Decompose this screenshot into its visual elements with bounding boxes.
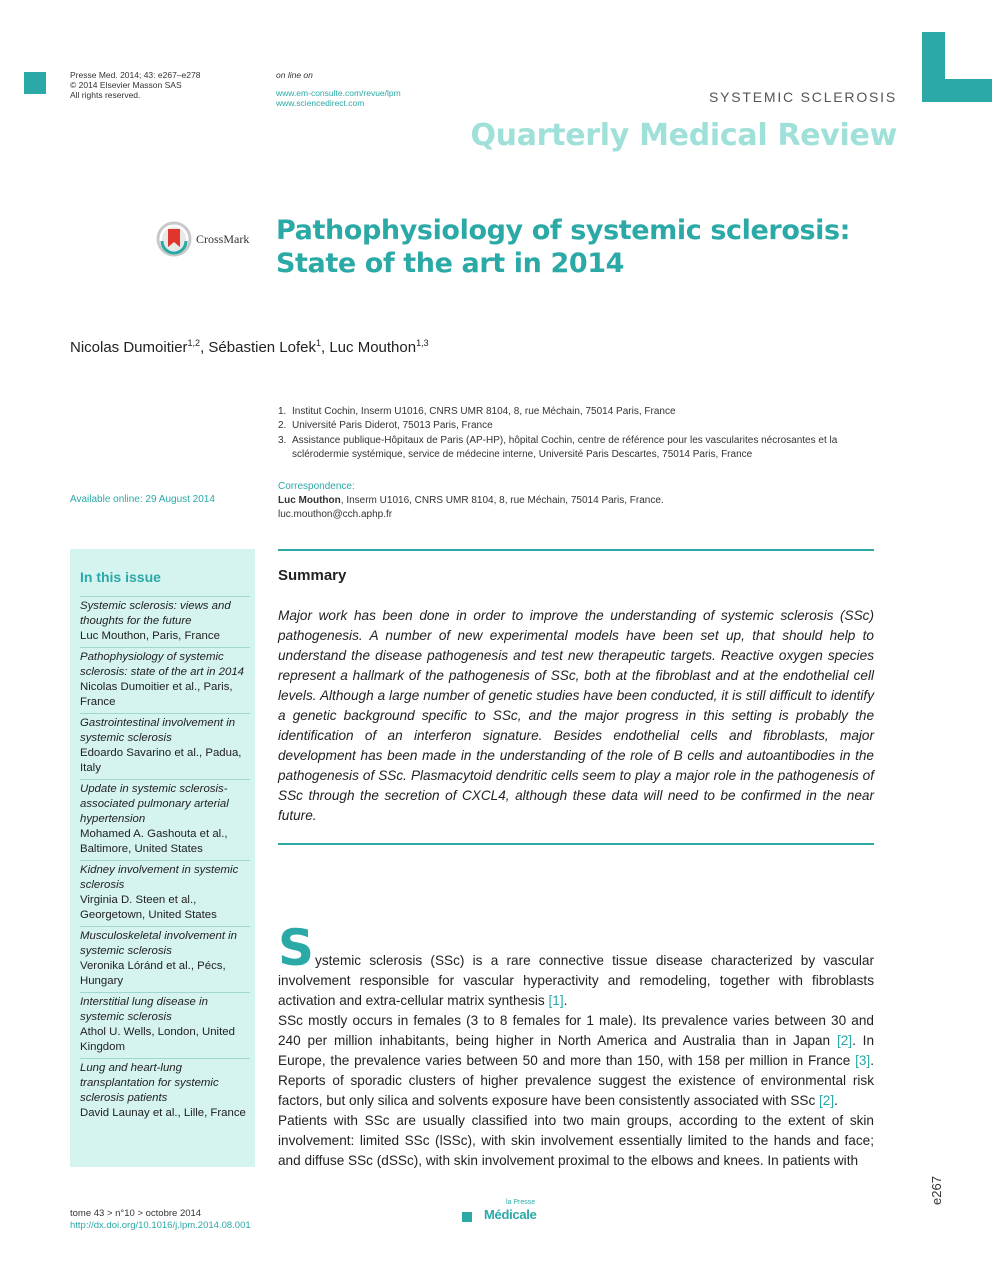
footer-issue: tome 43 > n°10 > octobre 2014	[70, 1208, 202, 1219]
body-paragraph	[278, 921, 874, 1011]
issue-item[interactable]	[80, 713, 250, 776]
body-text: . In Europe, the prevalence varies between 50 and more than 150, with 158 per million in France	[278, 1033, 875, 1068]
journal-citation: Presse Med. 2014; 43: e267–e278	[70, 70, 201, 80]
author-name: Luc Mouthon	[329, 339, 417, 356]
issue-author: Mohamed A. Gashouta et al., Baltimore, United States	[80, 828, 228, 855]
title-line-1: Pathophysiology of systemic sclerosis:	[276, 215, 851, 246]
affiliation-number: 2.	[278, 420, 287, 432]
author-list	[70, 338, 429, 356]
presse-medicale-logo	[462, 1199, 537, 1224]
author-separator: ,	[200, 339, 209, 356]
correspondence	[278, 480, 874, 522]
body-paragraph	[278, 1111, 874, 1171]
em-consulte-link[interactable]: www.em-consulte.com/revue/lpm	[276, 88, 401, 98]
affiliation-text: Université Paris Diderot, 75013 Paris, France	[292, 420, 493, 432]
body-text: .	[563, 993, 568, 1008]
issue-author: Veronika Lóránd et al., Pécs, Hungary	[80, 960, 226, 987]
affiliation-item	[278, 405, 874, 419]
affiliation-text: Institut Cochin, Inserm U1016, CNRS UMR 8104, 8, rue Méchain, 75014 Paris, France	[292, 406, 676, 417]
section-label: SYSTEMIC SCLEROSIS	[709, 89, 897, 105]
issue-author: Edoardo Savarino et al., Padua, Italy	[80, 747, 242, 774]
author-name: Nicolas Dumoitier	[70, 339, 188, 356]
body-text: Patients with SSc are usually classified into two main groups, according to the extent of skin involvement: limited SSc (lSSc), with skin involvement essentially limited to the hands and face; and diffuse SSc (dSSc), with skin involvement proximal to the elbows and knees. In patients with	[278, 1113, 874, 1168]
affiliations	[278, 405, 874, 462]
issue-title: Systemic sclerosis: views and thoughts for the future	[80, 600, 231, 627]
author-name: Sébastien Lofek	[208, 339, 316, 356]
correspondence-heading: Correspondence:	[278, 481, 355, 492]
logo-wordmark	[484, 1199, 537, 1224]
doi-link[interactable]: http://dx.doi.org/10.1016/j.lpm.2014.08.001	[70, 1220, 251, 1231]
reference-link[interactable]: [3]	[855, 1053, 871, 1068]
crossmark-badge[interactable]	[156, 221, 249, 257]
footer-info	[70, 1208, 251, 1232]
issue-item[interactable]	[80, 992, 250, 1055]
body-text: .	[834, 1093, 838, 1108]
issue-item[interactable]	[80, 647, 250, 710]
journal-rights: All rights reserved.	[70, 90, 141, 100]
issue-title: Interstitial lung disease in systemic sclerosis	[80, 996, 208, 1023]
title-line-2: State of the art in 2014	[276, 248, 624, 279]
review-label: Quarterly Medical Review	[470, 118, 897, 153]
sidebar-heading: In this issue	[80, 569, 161, 585]
available-online: Available online: 29 August 2014	[70, 494, 215, 505]
issue-author: David Launay et al., Lille, France	[80, 1107, 246, 1119]
correspondence-address-line	[278, 494, 874, 508]
body-text: . Reports of sporadic clusters of higher prevalence suggest the existence of environmental risk factors, but only silica and solvents exposure have been consistently associated with SSc	[278, 1053, 874, 1108]
correspondence-name: Luc Mouthon	[278, 495, 341, 506]
journal-copyright: © 2014 Elsevier Masson SAS	[70, 80, 182, 90]
crossmark-icon	[156, 221, 192, 257]
online-block	[276, 70, 401, 108]
issue-author: Virginia D. Steen et al., Georgetown, United States	[80, 894, 217, 921]
logo-big-text: Médicale	[484, 1207, 537, 1222]
reference-link[interactable]: [1]	[548, 993, 564, 1008]
summary-top-rule	[278, 549, 874, 551]
author-affiliation-sup: 1	[315, 338, 321, 348]
affiliation-text: Assistance publique-Hôpitaux de Paris (AP-HP), hôpital Cochin, centre de référence pour les vascularites nécrosantes et la sclérodermie systémique, service de médecine interne, Université Paris Descartes, 75014 Paris, France	[292, 434, 838, 460]
issue-author: Athol U. Wells, London, United Kingdom	[80, 1026, 235, 1053]
reference-link[interactable]: [2]	[836, 1033, 853, 1048]
summary-heading: Summary	[278, 567, 347, 584]
issue-item[interactable]	[80, 779, 250, 857]
issue-title: Gastrointestinal involvement in systemic sclerosis	[80, 717, 236, 744]
article-title	[276, 214, 896, 280]
author-affiliation-sup: 1,3	[416, 338, 429, 348]
issue-item[interactable]	[80, 596, 250, 644]
affiliation-number: 1.	[278, 406, 287, 417]
body-paragraph	[278, 1011, 874, 1111]
online-label: on line on	[276, 70, 313, 80]
issue-author: Nicolas Dumoitier et al., Paris, France	[80, 681, 233, 708]
issue-title: Musculoskeletal involvement in systemic sclerosis	[80, 930, 238, 957]
issue-title: Pathophysiology of systemic sclerosis: state of the art in 2014	[80, 651, 244, 678]
issue-title: Lung and heart-lung transplantation for systemic sclerosis patients	[80, 1062, 219, 1104]
affiliation-item	[278, 419, 874, 433]
reference-link[interactable]: [2]	[819, 1093, 835, 1108]
correspondence-address: , Inserm U1016, CNRS UMR 8104, 8, rue Méchain, 75014 Paris, France.	[340, 495, 664, 506]
affiliation-item	[278, 434, 874, 463]
corner-square-decoration	[24, 72, 46, 94]
journal-info	[70, 70, 200, 100]
body-text: SSc mostly occurs in females (3 to 8 females for 1 male). Its prevalence varies between 30 and 240 per million inhabitants, being higher in North America and Australia than in Japan	[278, 1013, 874, 1048]
sciencedirect-link[interactable]: www.sciencedirect.com	[276, 98, 365, 108]
issue-title: Update in systemic sclerosis-associated pulmonary arterial hypertension	[80, 783, 229, 825]
issue-list	[80, 596, 250, 1124]
summary-bottom-rule	[278, 843, 874, 845]
author-separator: ,	[321, 339, 330, 356]
logo-small-text: la Presse	[506, 1199, 536, 1206]
author-affiliation-sup: 1,2	[187, 338, 201, 348]
affiliation-number: 3.	[278, 434, 287, 446]
issue-title: Kidney involvement in systemic sclerosis	[80, 864, 239, 891]
drop-cap: S	[278, 919, 315, 977]
issue-item[interactable]	[80, 926, 250, 989]
crossmark-label: CrossMark	[196, 231, 250, 246]
body-text: ystemic sclerosis (SSc) is a rare connective tissue disease characterized by vascular involvement responsible for vascular hyperactivity and remodeling, together with fibroblasts activation and extra-cellular matrix synthesis	[278, 953, 874, 1008]
logo-square-icon	[462, 1212, 472, 1222]
summary-text: Major work has been done in order to improve the understanding of systemic sclerosis (SSc) pathogenesis. A number of new experimental models have been set up, that should help to understand the disease pathogenesis and test new therapeutic targets. Reactive oxygen species represent a hallmark of the pathogenesis of SSc, both at the fibroblast and at the endothelial cell levels. Although a large number of genetic studies have been conducted, it is still difficult to identify a genetic background specific to SSc, and the major progress in this setting is probably the identification of an interferon signature. Besides endothelial cells and fibroblasts, major development has been made in the understanding of the role of B cells and autoantibodies in the pathogenesis of SSc. Plasmacytoid dendritic cells seem to play a major role in the pathogenesis of SSc through the secretion of CXCL4, although these data will need to be confirmed in the near future.	[278, 608, 874, 823]
issue-author: Luc Mouthon, Paris, France	[80, 630, 220, 642]
article-body	[278, 921, 874, 1171]
page-number: e267	[929, 1176, 944, 1205]
issue-item[interactable]	[80, 860, 250, 923]
issue-item[interactable]	[80, 1058, 250, 1121]
corner-bracket-inner	[945, 32, 992, 79]
correspondence-email[interactable]: luc.mouthon@cch.aphp.fr	[278, 509, 393, 520]
